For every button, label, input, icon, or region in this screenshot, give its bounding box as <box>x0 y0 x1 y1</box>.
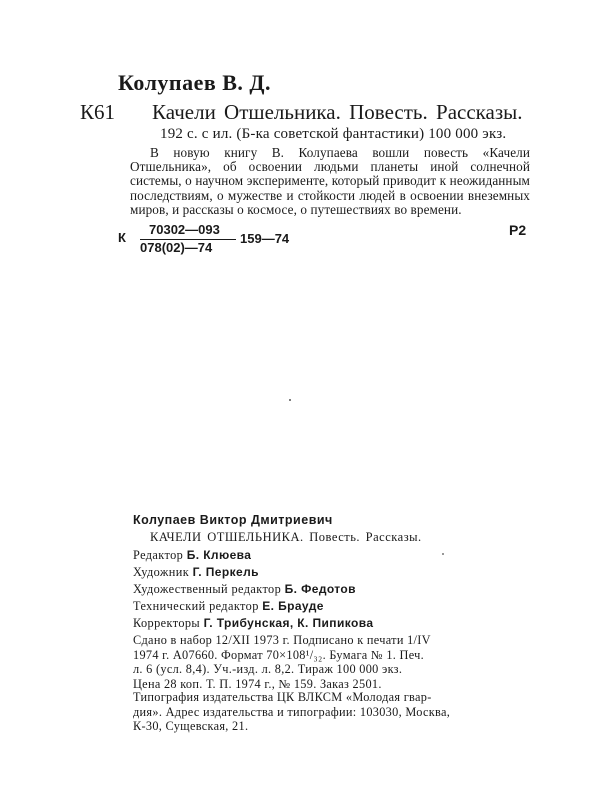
print-line: л. 6 (усл. 8,4). Уч.-изд. л. 8,2. Тираж 100 000 экз. <box>133 662 403 676</box>
print-speck <box>289 399 291 401</box>
credit-line <box>133 598 373 615</box>
colophon-author: Колупаев Виктор Дмитриевич <box>133 513 333 527</box>
card-annotation: В новую книгу В. Колупаева вошли повесть «Качели Отшельника», об освоении людьми планеты иной солнечной системы, о научном эксперименте, который приводит к неожиданным последствиям, о мужестве и стойкости людей в освоении внеземных миров, и рассказы о космосе, о путешествиях во времени. <box>130 145 530 217</box>
typography-line: Типография издательства ЦК ВЛКСМ «Молодая гвар- <box>133 690 432 704</box>
code-denominator: 078(02)—74 <box>140 240 213 255</box>
credit-name: Г. Трибунская, К. Пипикова <box>203 616 374 630</box>
card-index: К61 <box>80 100 116 124</box>
print-speck <box>442 553 444 555</box>
credit-name: Б. Федотов <box>284 582 356 596</box>
credit-role: Технический редактор <box>133 599 259 613</box>
code-numerator: 70302—093 <box>149 222 220 237</box>
card-publication: 192 с. с ил. (Б-ка советской фантастики) 100 000 экз. <box>160 126 507 142</box>
classification-code: Р2 <box>509 222 527 238</box>
credit-role: Художественный редактор <box>133 582 282 596</box>
typography-line: К-30, Сущевская, 21. <box>133 719 249 733</box>
credit-line <box>133 564 373 581</box>
code-rest: 159—74 <box>240 231 290 246</box>
credit-line <box>133 615 373 632</box>
print-line: 1974 г. А07660. Формат 70×108¹/₃₂. Бумага № 1. Печ. <box>133 647 425 662</box>
credit-line <box>133 547 373 564</box>
colophon-title: КАЧЕЛИ ОТШЕЛЬНИКА. Повесть. Рассказы. <box>150 530 422 544</box>
print-line: Цена 28 коп. Т. П. 1974 г., № 159. Заказ 2501. <box>133 676 382 691</box>
credit-name: Б. Клюева <box>186 548 252 562</box>
credit-line <box>133 581 373 598</box>
code-letter: К <box>118 230 126 245</box>
print-details <box>133 633 528 691</box>
print-line: Сдано в набор 12/XII 1973 г. Подписано к печати 1/IV <box>133 633 431 647</box>
credit-role: Редактор <box>133 548 184 562</box>
credit-name: Г. Перкель <box>192 565 259 579</box>
typography-line: дия». Адрес издательства и типографии: 103030, Москва, <box>133 704 451 719</box>
credit-name: Е. Брауде <box>262 599 324 613</box>
card-title: Качели Отшельника. Повесть. Рассказы. <box>152 100 523 124</box>
printing-house <box>133 690 528 734</box>
credit-role: Корректоры <box>133 616 201 630</box>
credits-list <box>133 547 373 632</box>
credit-role: Художник <box>133 565 190 579</box>
card-author: Колупаев В. Д. <box>118 70 272 95</box>
